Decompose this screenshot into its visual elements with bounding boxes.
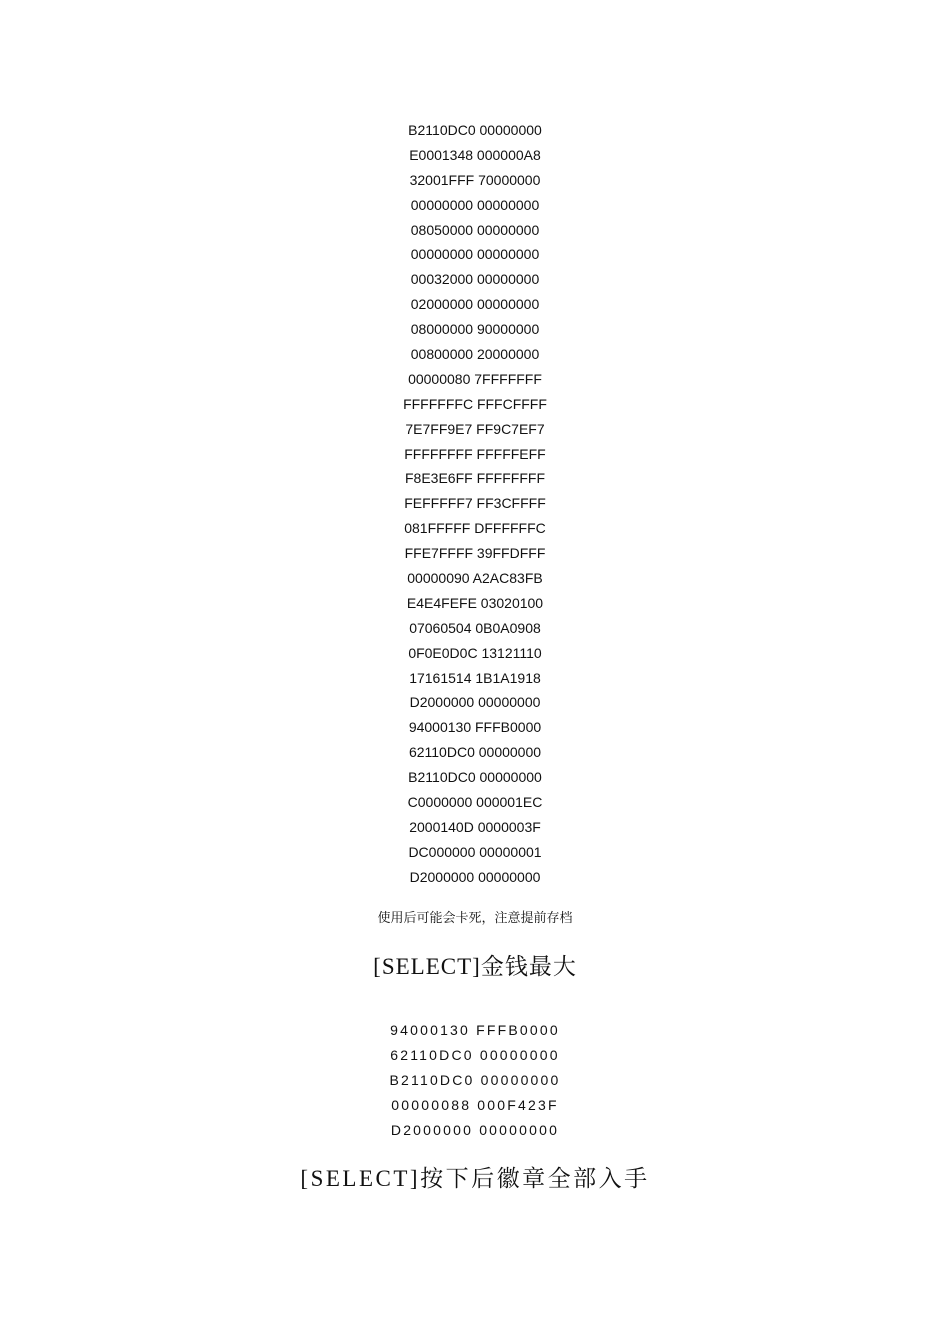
code-line: D2000000 00000000	[409, 694, 541, 711]
code-line: 00032000 00000000	[410, 271, 540, 288]
code-line: 00000000 00000000	[410, 246, 540, 263]
code-line: C0000000 000001EC	[407, 794, 543, 811]
section-heading-all-badges: [SELECT]按下后徽章全部入手	[300, 1166, 650, 1191]
code-line: 94000130 FFFB0000	[408, 719, 542, 736]
code-line: B2110DC0 00000000	[389, 1072, 561, 1088]
code-line: 62110DC0 00000000	[408, 744, 542, 761]
code-line: B2110DC0 00000000	[408, 122, 542, 138]
code-line: D2000000 00000000	[390, 1122, 560, 1138]
code-line: B2110DC0 00000000	[408, 769, 542, 786]
code-line: 7E7FF9E7 FF9C7EF7	[405, 420, 545, 437]
code-line: 02000000 00000000	[410, 296, 540, 313]
cheat-code-block-1	[0, 118, 950, 890]
code-line: FEFFFFF7 FF3CFFFF	[404, 495, 546, 512]
cheat-code-block-2	[0, 1018, 950, 1143]
code-line: 00000090 A2AC83FB	[407, 570, 543, 587]
code-line: 00800000 20000000	[410, 346, 540, 363]
code-line: 081FFFFF DFFFFFFC	[404, 520, 546, 537]
code-line: 0F0E0D0C 13121110	[408, 644, 542, 661]
code-line: FFFFFFFC FFFCFFFF	[403, 395, 547, 412]
code-line: 00000088 000F423F	[391, 1097, 559, 1113]
code-line: 00000080 7FFFFFFF	[408, 370, 542, 387]
code-line: 08050000 00000000	[410, 221, 540, 238]
code-line: 00000000 00000000	[410, 196, 540, 213]
code-line: F8E3E6FF FFFFFFFF	[405, 470, 545, 487]
code-line: 2000140D 0000003F	[409, 818, 541, 835]
code-line: FFFFFFFF FFFFFEFF	[404, 445, 546, 462]
code-line: 08000000 90000000	[410, 321, 540, 338]
code-line: D2000000 00000000	[409, 868, 541, 885]
section-heading-max-money: [SELECT]金钱最大	[373, 954, 577, 979]
code-line: 07060504 0B0A0908	[409, 619, 541, 636]
code-line: 17161514 1B1A1918	[409, 669, 541, 686]
code-line: 32001FFF 70000000	[409, 171, 541, 188]
code-line: 94000130 FFFB0000	[390, 1022, 560, 1038]
code-line: FFE7FFFF 39FFDFFF	[404, 545, 546, 562]
code-line: DC000000 00000001	[408, 843, 542, 860]
code-line: 62110DC0 00000000	[390, 1047, 560, 1063]
code-line: E4E4FEFE 03020100	[406, 594, 544, 611]
warning-note: 使用后可能会卡死，注意提前存档	[377, 911, 573, 926]
code-line: E0001348 000000A8	[409, 146, 541, 163]
